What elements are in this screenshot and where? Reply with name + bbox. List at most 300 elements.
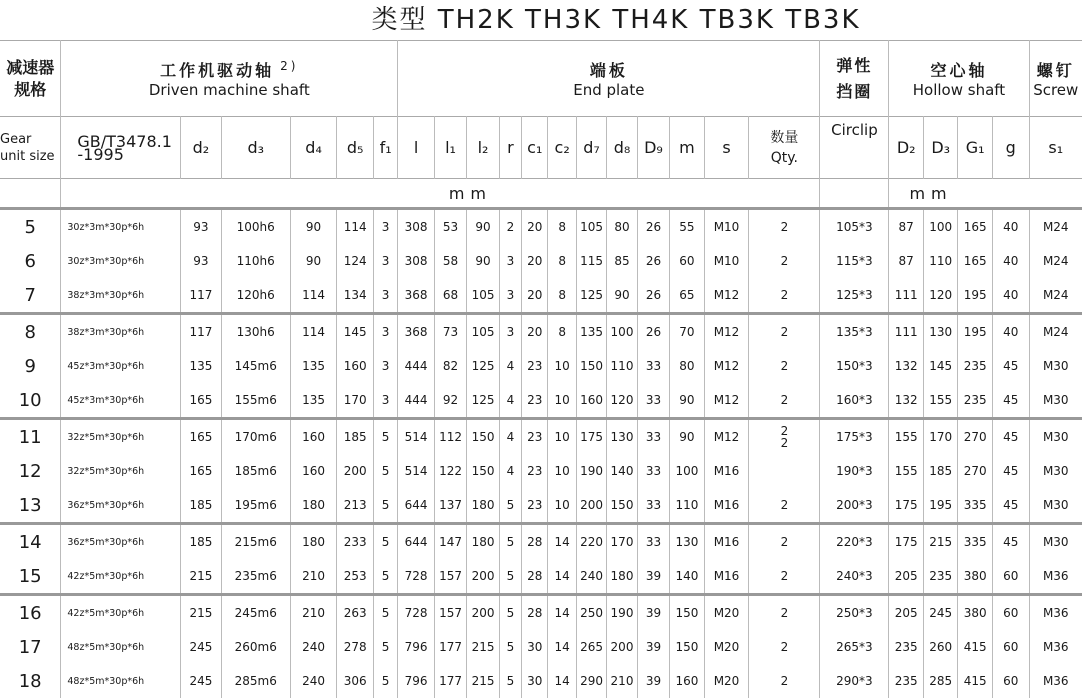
column-symbol: d₅	[337, 117, 374, 179]
cell-spec: 45z*3m*30p*6h	[61, 383, 181, 419]
header-circlip-zh: 弹性 挡圈	[820, 41, 889, 117]
cell-c1: 30	[522, 630, 548, 664]
cell-g: 45	[992, 419, 1029, 455]
cell-d4: 160	[290, 419, 337, 455]
cell-D3: 100	[923, 209, 958, 245]
cell-d4: 160	[290, 454, 337, 488]
header-screw	[1029, 41, 1082, 117]
gear-unit-size: 14	[18, 531, 42, 553]
cell-f1: 3	[373, 314, 397, 350]
unit-mm-left: mm	[61, 179, 820, 209]
cell-l2: 200	[467, 595, 499, 631]
cell-l1: 157	[434, 595, 466, 631]
cell-d5: 278	[337, 630, 374, 664]
cell-d8: 85	[607, 244, 637, 278]
column-symbol: d₃	[221, 117, 290, 179]
cell-m: 90	[670, 419, 705, 455]
gear-unit-size: 6	[24, 250, 36, 272]
cell-d2: 215	[181, 595, 222, 631]
cell-D3: 285	[923, 664, 958, 698]
cell-d8: 130	[607, 419, 637, 455]
cell-s: M10	[704, 244, 749, 278]
cell-D2: 235	[889, 630, 924, 664]
cell-circlip: 240*3	[820, 559, 889, 595]
gear-unit-size: 17	[18, 636, 42, 658]
cell-s1: M36	[1029, 559, 1082, 595]
cell-f1: 5	[373, 419, 397, 455]
cell-D9: 33	[637, 454, 669, 488]
gear-unit-size: 13	[18, 494, 42, 516]
cell-D2: 87	[889, 209, 924, 245]
cell-l2: 90	[467, 244, 499, 278]
cell-d7: 175	[576, 419, 606, 455]
cell-c1: 23	[522, 454, 548, 488]
cell-f1: 3	[373, 244, 397, 278]
cell-spec: 32z*5m*30p*6h	[61, 419, 181, 455]
cell-c1: 23	[522, 383, 548, 419]
cell-d4: 135	[290, 383, 337, 419]
cell-circlip: 250*3	[820, 595, 889, 631]
table-row	[0, 454, 1082, 488]
cell-g: 40	[992, 209, 1029, 245]
cell-s1: M30	[1029, 349, 1082, 383]
cell-D3: 195	[923, 488, 958, 524]
cell-s: M10	[704, 209, 749, 245]
cell-g: 40	[992, 244, 1029, 278]
cell-l2: 180	[467, 488, 499, 524]
cell-D2: 175	[889, 488, 924, 524]
cell-r: 5	[499, 524, 521, 560]
cell-s: M20	[704, 595, 749, 631]
cell-s: M16	[704, 559, 749, 595]
cell-d8: 180	[607, 559, 637, 595]
cell-D9: 33	[637, 383, 669, 419]
cell-spec: 30z*3m*30p*6h	[61, 244, 181, 278]
cell-l1: 122	[434, 454, 466, 488]
cell-d4: 135	[290, 349, 337, 383]
cell-c2: 10	[548, 383, 576, 419]
column-symbol: D₂	[889, 117, 924, 179]
cell-D9: 26	[637, 314, 669, 350]
cell-spec: 42z*5m*30p*6h	[61, 559, 181, 595]
cell-d5: 170	[337, 383, 374, 419]
cell-G1: 380	[958, 559, 993, 595]
cell-D2: 155	[889, 419, 924, 455]
cell-d3: 245m6	[221, 595, 290, 631]
cell-d4: 114	[290, 278, 337, 314]
screw-en: Screw	[1033, 81, 1079, 99]
cell-circlip: 150*3	[820, 349, 889, 383]
cell-G1: 335	[958, 524, 993, 560]
column-symbol: d₈	[607, 117, 637, 179]
cell-l1: 157	[434, 559, 466, 595]
cell-d2: 117	[181, 278, 222, 314]
cell-circlip: 220*3	[820, 524, 889, 560]
cell-s: M12	[704, 419, 749, 455]
cell-spec: 48z*5m*30p*6h	[61, 664, 181, 698]
cell-f1: 5	[373, 595, 397, 631]
gear-unit-size: 15	[18, 565, 42, 587]
cell-D3: 215	[923, 524, 958, 560]
column-symbol: d₇	[576, 117, 606, 179]
cell-spec: 36z*5m*30p*6h	[61, 524, 181, 560]
cell-D3: 235	[923, 559, 958, 595]
cell-c1: 23	[522, 419, 548, 455]
cell-g: 40	[992, 314, 1029, 350]
column-symbol: f₁	[373, 117, 397, 179]
cell-l1: 177	[434, 630, 466, 664]
cell-D9: 26	[637, 244, 669, 278]
cell-g: 45	[992, 349, 1029, 383]
cell-s: M16	[704, 454, 749, 488]
gear-unit-size: 9	[24, 355, 36, 377]
column-symbol: c₁	[522, 117, 548, 179]
cell-d5: 160	[337, 349, 374, 383]
cell-d7: 220	[576, 524, 606, 560]
cell-d3: 170m6	[221, 419, 290, 455]
cell-spec: 30z*3m*30p*6h	[61, 209, 181, 245]
cell-l2: 215	[467, 664, 499, 698]
cell-s: M20	[704, 664, 749, 698]
cell-d8: 140	[607, 454, 637, 488]
cell-D3: 145	[923, 349, 958, 383]
column-symbol: r	[499, 117, 521, 179]
column-symbol: c₂	[548, 117, 576, 179]
cell-d8: 150	[607, 488, 637, 524]
cell-m: 55	[670, 209, 705, 245]
cell-l2: 90	[467, 209, 499, 245]
cell-D2: 155	[889, 454, 924, 488]
cell-l2: 180	[467, 524, 499, 560]
screw-zh: 螺钉	[1036, 61, 1075, 80]
cell-d8: 210	[607, 664, 637, 698]
cell-D9: 33	[637, 488, 669, 524]
unit-mm-right: mm	[889, 179, 1082, 209]
cell-D3: 245	[923, 595, 958, 631]
cell-m: 90	[670, 383, 705, 419]
table-row	[0, 314, 1082, 350]
cell-qty: 2	[749, 209, 820, 245]
cell-d3: 195m6	[221, 488, 290, 524]
cell-f1: 5	[373, 664, 397, 698]
cell-spec: 42z*5m*30p*6h	[61, 595, 181, 631]
cell-s: M12	[704, 278, 749, 314]
cell-f1: 5	[373, 630, 397, 664]
cell-spec: 48z*5m*30p*6h	[61, 630, 181, 664]
cell-G1: 415	[958, 630, 993, 664]
cell-circlip: 135*3	[820, 314, 889, 350]
cell-d2: 185	[181, 488, 222, 524]
cell-s: M12	[704, 383, 749, 419]
cell-l: 308	[398, 209, 435, 245]
cell-circlip: 190*3	[820, 454, 889, 488]
cell-c2: 10	[548, 349, 576, 383]
cell-m: 160	[670, 664, 705, 698]
cell-d3: 235m6	[221, 559, 290, 595]
cell-d4: 240	[290, 630, 337, 664]
gear-unit-size: 5	[24, 216, 36, 238]
cell-m: 150	[670, 595, 705, 631]
cell-G1: 195	[958, 278, 993, 314]
hollow-shaft-zh: 空心轴	[930, 61, 988, 80]
cell-f1: 5	[373, 524, 397, 560]
cell-r: 5	[499, 559, 521, 595]
driven-shaft-en: Driven machine shaft	[148, 81, 310, 99]
cell-D3: 110	[923, 244, 958, 278]
cell-D9: 33	[637, 419, 669, 455]
cell-d2: 185	[181, 524, 222, 560]
cell-D2: 132	[889, 383, 924, 419]
cell-qty: 2	[749, 349, 820, 383]
cell-s: M20	[704, 630, 749, 664]
cell-d3: 185m6	[221, 454, 290, 488]
cell-r: 4	[499, 349, 521, 383]
cell-d2: 93	[181, 209, 222, 245]
cell-d4: 180	[290, 488, 337, 524]
cell-s1: M30	[1029, 454, 1082, 488]
page-title: 类型 TH2K TH3K TH4K TB3K TB3K	[371, 5, 861, 35]
cell-r: 5	[499, 630, 521, 664]
cell-d5: 114	[337, 209, 374, 245]
column-symbol: s	[704, 117, 749, 179]
cell-d7: 190	[576, 454, 606, 488]
cell-c1: 20	[522, 244, 548, 278]
cell-d8: 170	[607, 524, 637, 560]
cell-l1: 92	[434, 383, 466, 419]
cell-D3: 120	[923, 278, 958, 314]
cell-d3: 285m6	[221, 664, 290, 698]
cell-m: 60	[670, 244, 705, 278]
cell-l1: 147	[434, 524, 466, 560]
cell-c1: 23	[522, 488, 548, 524]
cell-f1: 5	[373, 559, 397, 595]
cell-l: 444	[398, 383, 435, 419]
cell-d8: 110	[607, 349, 637, 383]
cell-d4: 240	[290, 664, 337, 698]
cell-D2: 111	[889, 278, 924, 314]
cell-G1: 235	[958, 349, 993, 383]
cell-g: 45	[992, 524, 1029, 560]
cell-d5: 200	[337, 454, 374, 488]
cell-l1: 137	[434, 488, 466, 524]
gear-unit-size: 10	[18, 389, 42, 411]
cell-d7: 290	[576, 664, 606, 698]
column-symbol: l₁	[434, 117, 466, 179]
cell-f1: 3	[373, 278, 397, 314]
cell-d8: 200	[607, 630, 637, 664]
cell-g: 60	[992, 630, 1029, 664]
cell-d5: 263	[337, 595, 374, 631]
cell-d5: 134	[337, 278, 374, 314]
cell-s1: M36	[1029, 664, 1082, 698]
cell-f1: 3	[373, 349, 397, 383]
cell-l1: 177	[434, 664, 466, 698]
table-row	[0, 559, 1082, 595]
cell-D2: 235	[889, 664, 924, 698]
header-size-en: Gear unit size	[0, 131, 55, 164]
cell-d7: 125	[576, 278, 606, 314]
cell-G1: 270	[958, 454, 993, 488]
cell-m: 70	[670, 314, 705, 350]
column-symbol: m	[670, 117, 705, 179]
cell-g: 45	[992, 488, 1029, 524]
cell-l: 514	[398, 454, 435, 488]
cell-d8: 90	[607, 278, 637, 314]
driven-note: 2)	[280, 58, 299, 73]
column-symbol: g	[992, 117, 1029, 179]
cell-d5: 233	[337, 524, 374, 560]
cell-d3: 100h6	[221, 209, 290, 245]
cell-D3: 185	[923, 454, 958, 488]
cell-c1: 30	[522, 664, 548, 698]
cell-c1: 20	[522, 278, 548, 314]
cell-d3: 145m6	[221, 349, 290, 383]
cell-spec: 38z*3m*30p*6h	[61, 314, 181, 350]
cell-s1: M36	[1029, 595, 1082, 631]
cell-d8: 190	[607, 595, 637, 631]
cell-d4: 210	[290, 595, 337, 631]
header-driven-shaft	[61, 41, 398, 117]
column-symbol: l	[398, 117, 435, 179]
cell-D9: 33	[637, 349, 669, 383]
gear-unit-size: 16	[18, 602, 42, 624]
cell-c2: 8	[548, 244, 576, 278]
cell-r: 4	[499, 383, 521, 419]
cell-m: 65	[670, 278, 705, 314]
cell-D9: 39	[637, 664, 669, 698]
cell-d4: 114	[290, 314, 337, 350]
cell-d4: 90	[290, 244, 337, 278]
cell-d3: 120h6	[221, 278, 290, 314]
cell-d2: 165	[181, 419, 222, 455]
cell-d7: 240	[576, 559, 606, 595]
cell-D2: 132	[889, 349, 924, 383]
cell-s: M16	[704, 524, 749, 560]
cell-qty	[749, 454, 820, 488]
cell-d7: 200	[576, 488, 606, 524]
cell-l1: 82	[434, 349, 466, 383]
cell-r: 5	[499, 595, 521, 631]
cell-spec: 45z*3m*30p*6h	[61, 349, 181, 383]
cell-d2: 245	[181, 630, 222, 664]
cell-l: 368	[398, 314, 435, 350]
cell-l: 444	[398, 349, 435, 383]
cell-qty: 2	[749, 595, 820, 631]
cell-m: 140	[670, 559, 705, 595]
cell-qty: 2	[749, 244, 820, 278]
cell-D3: 170	[923, 419, 958, 455]
cell-c2: 14	[548, 524, 576, 560]
cell-l1: 53	[434, 209, 466, 245]
header-standard: GB/T3478.1 -1995	[61, 117, 181, 179]
cell-l2: 105	[467, 314, 499, 350]
cell-c2: 8	[548, 209, 576, 245]
cell-G1: 335	[958, 488, 993, 524]
cell-c2: 14	[548, 664, 576, 698]
column-qty: 数量 Qty.	[749, 117, 820, 179]
cell-l: 308	[398, 244, 435, 278]
cell-d4: 90	[290, 209, 337, 245]
cell-c1: 28	[522, 595, 548, 631]
cell-l2: 215	[467, 630, 499, 664]
cell-m: 150	[670, 630, 705, 664]
cell-D3: 155	[923, 383, 958, 419]
cell-qty: 2	[749, 664, 820, 698]
cell-s1: M36	[1029, 630, 1082, 664]
cell-d3: 215m6	[221, 524, 290, 560]
cell-f1: 5	[373, 454, 397, 488]
column-symbol: d₂	[181, 117, 222, 179]
cell-s1: M24	[1029, 244, 1082, 278]
cell-D2: 111	[889, 314, 924, 350]
cell-r: 5	[499, 664, 521, 698]
cell-r: 3	[499, 314, 521, 350]
cell-D9: 39	[637, 559, 669, 595]
cell-g: 60	[992, 664, 1029, 698]
cell-l1: 73	[434, 314, 466, 350]
cell-circlip: 125*3	[820, 278, 889, 314]
cell-l: 368	[398, 278, 435, 314]
cell-G1: 165	[958, 244, 993, 278]
cell-qty: 2	[749, 559, 820, 595]
header-end-plate	[398, 41, 820, 117]
cell-d8: 100	[607, 314, 637, 350]
cell-l2: 200	[467, 559, 499, 595]
table-row	[0, 488, 1082, 524]
cell-qty: 2 2	[749, 419, 820, 455]
gear-unit-size: 18	[18, 670, 42, 692]
cell-c2: 10	[548, 419, 576, 455]
cell-m: 130	[670, 524, 705, 560]
cell-c2: 14	[548, 559, 576, 595]
header-hollow-shaft	[889, 41, 1029, 117]
cell-G1: 415	[958, 664, 993, 698]
cell-G1: 165	[958, 209, 993, 245]
cell-d7: 115	[576, 244, 606, 278]
gear-unit-size: 12	[18, 460, 42, 482]
cell-r: 4	[499, 419, 521, 455]
cell-s1: M24	[1029, 278, 1082, 314]
cell-s: M12	[704, 314, 749, 350]
cell-circlip: 200*3	[820, 488, 889, 524]
cell-d4: 180	[290, 524, 337, 560]
cell-circlip: 115*3	[820, 244, 889, 278]
table-row	[0, 524, 1082, 560]
cell-D2: 205	[889, 559, 924, 595]
cell-s1: M24	[1029, 314, 1082, 350]
table-row	[0, 630, 1082, 664]
cell-g: 40	[992, 278, 1029, 314]
cell-d2: 117	[181, 314, 222, 350]
cell-D9: 39	[637, 630, 669, 664]
cell-s: M12	[704, 349, 749, 383]
column-symbol: d₄	[290, 117, 337, 179]
spec-table	[0, 40, 1082, 698]
cell-qty: 2	[749, 488, 820, 524]
cell-r: 4	[499, 454, 521, 488]
cell-qty: 2	[749, 524, 820, 560]
cell-d7: 135	[576, 314, 606, 350]
cell-d5: 306	[337, 664, 374, 698]
column-circlip: Circlip	[820, 117, 889, 179]
cell-g: 60	[992, 559, 1029, 595]
gear-unit-size: 11	[18, 426, 42, 448]
cell-d3: 130h6	[221, 314, 290, 350]
cell-c2: 14	[548, 630, 576, 664]
cell-qty: 2	[749, 278, 820, 314]
cell-l2: 105	[467, 278, 499, 314]
cell-l: 644	[398, 524, 435, 560]
